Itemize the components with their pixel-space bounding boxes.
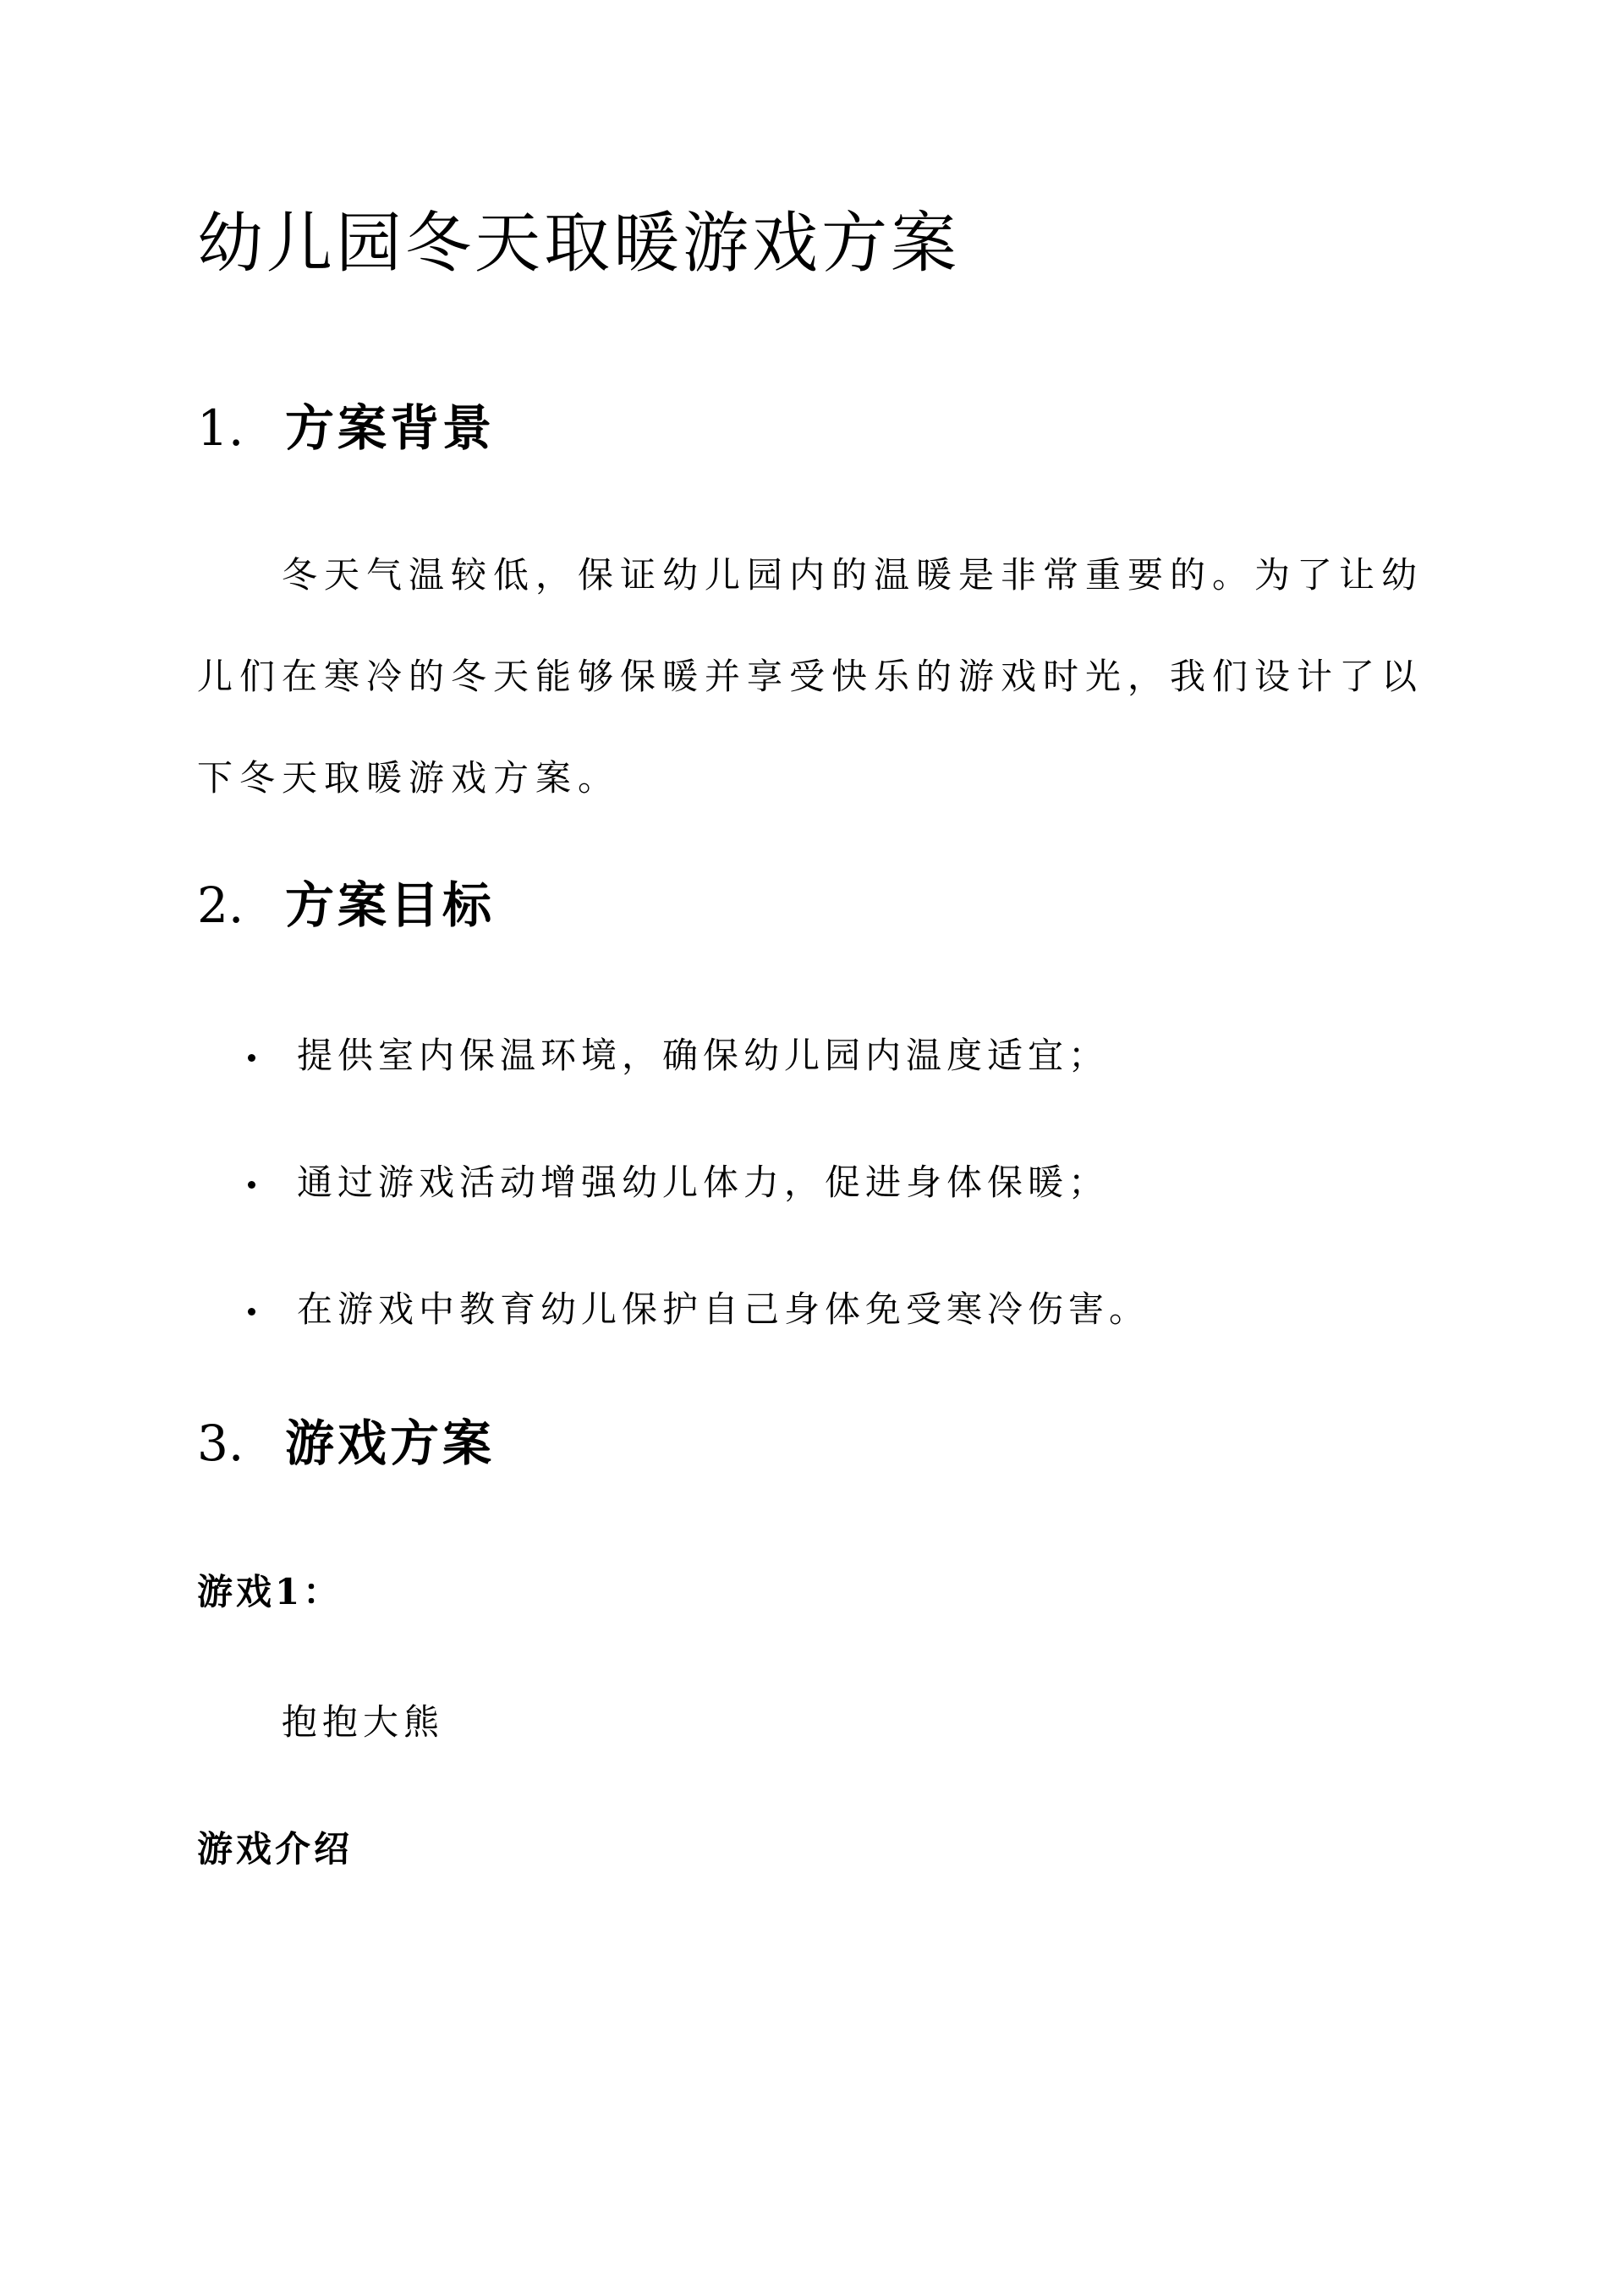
section-3-number: 3. [197, 1414, 244, 1472]
game-1-label: 游戏1： [197, 1571, 343, 1612]
list-item-text: 提供室内保温环境，确保幼儿园内温度适宜； [297, 1035, 1110, 1076]
section-3-title: 游戏方案 [285, 1414, 496, 1472]
list-item [197, 1005, 1432, 1132]
section-1-heading [197, 394, 495, 462]
paragraph-line: 儿们在寒冷的冬天能够保暖并享受快乐的游戏时光，我们设计了以 [197, 656, 1424, 697]
list-item [197, 1132, 1432, 1259]
section-2-title: 方案目标 [285, 876, 496, 934]
game-1-name: 抱抱大熊 [282, 1701, 445, 1743]
list-item-text: 在游戏中教育幼儿保护自己身体免受寒冷伤害。 [297, 1288, 1150, 1330]
bullet-icon [248, 1054, 255, 1062]
section-3-heading [197, 1409, 495, 1477]
bullet-icon [248, 1181, 255, 1189]
paragraph-line: 冬天气温较低，保证幼儿园内的温暖是非常重要的。为了让幼 [282, 554, 1424, 596]
goals-list [197, 1005, 1432, 1386]
game-intro-label: 游戏介绍 [197, 1828, 354, 1870]
paragraph-line: 下冬天取暖游戏方案。 [197, 757, 621, 799]
document-title: 幼儿园冬天取暖游戏方案 [197, 206, 961, 282]
list-item-text: 通过游戏活动增强幼儿体力，促进身体保暖； [297, 1162, 1110, 1203]
bullet-icon [248, 1308, 255, 1316]
section-2-heading [197, 871, 495, 939]
list-item [197, 1259, 1432, 1386]
section-1-title: 方案背景 [285, 399, 496, 457]
background-paragraph [197, 525, 1432, 829]
section-1-number: 1. [197, 399, 244, 457]
section-2-number: 2. [197, 876, 244, 934]
